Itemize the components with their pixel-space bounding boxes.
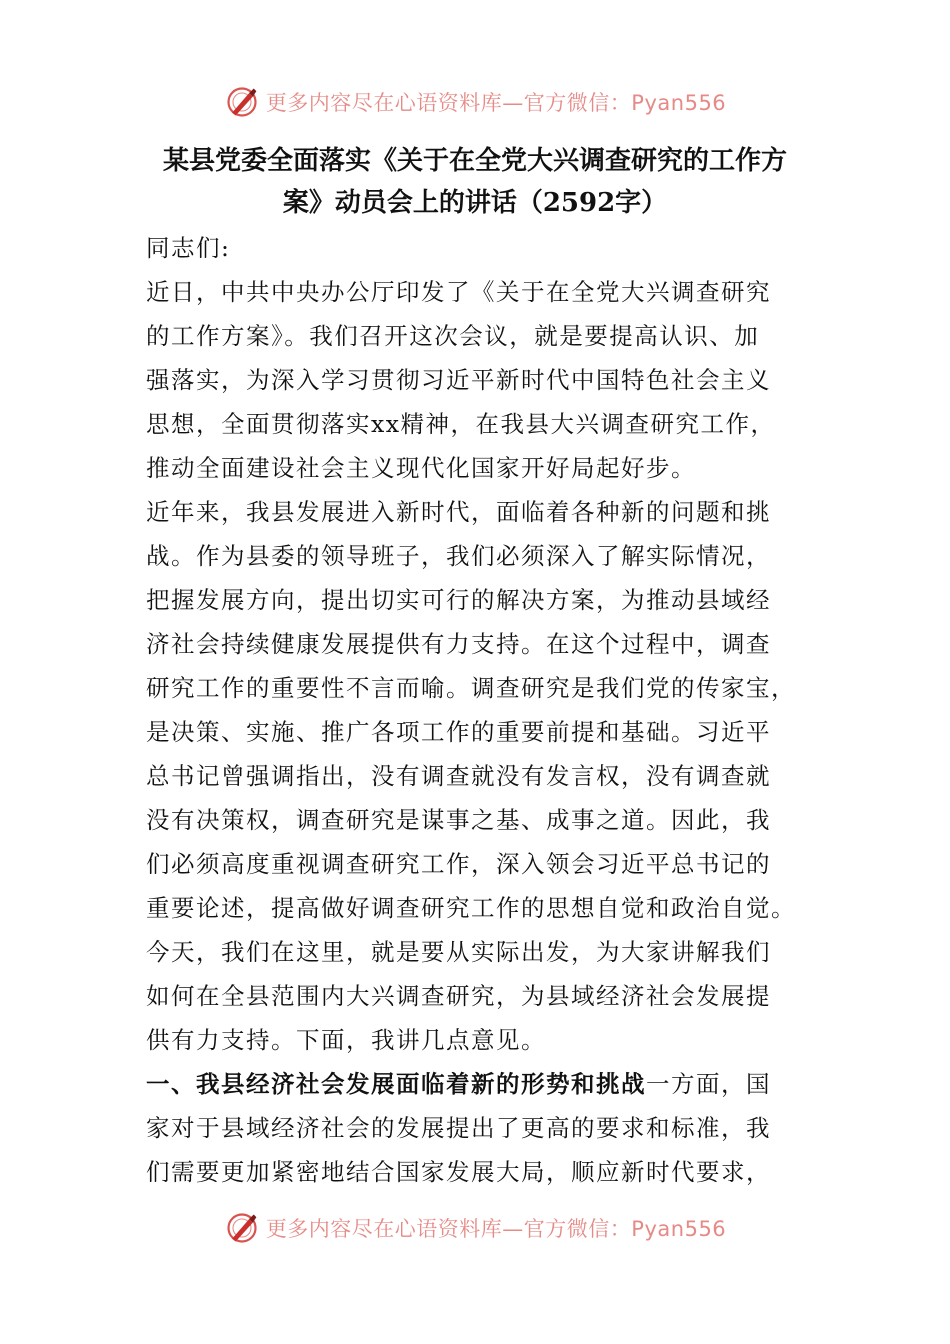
text-line: 们需要更加紧密地结合国家发展大局，顺应新时代要求， bbox=[146, 1158, 771, 1186]
text-line: 重要论述，提高做好调查研究工作的思想自觉和政治自觉。 bbox=[146, 894, 796, 922]
text-line: 总书记曾强调指出，没有调查就没有发言权，没有调查就 bbox=[146, 762, 771, 790]
document-title bbox=[120, 140, 830, 224]
text-line: 的工作方案》。我们召开这次会议，就是要提高认识、加 bbox=[146, 322, 760, 350]
watermark-header bbox=[0, 82, 950, 122]
section-1-first-line bbox=[146, 1062, 806, 1106]
text-line: 思想，全面贯彻落实xx精神，在我县大兴调查研究工作， bbox=[146, 410, 776, 438]
pen-circle-logo-icon bbox=[224, 84, 260, 120]
text-line: 推动全面建设社会主义现代化国家开好局起好步。 bbox=[146, 454, 696, 482]
text-line: 战。作为县委的领导班子，我们必须深入了解实际情况， bbox=[146, 542, 771, 570]
text-line: 把握发展方向，提出切实可行的解决方案，为推动县域经 bbox=[146, 586, 771, 614]
text-line: 如何在全县范围内大兴调查研究，为县域经济社会发展提 bbox=[146, 982, 771, 1010]
text-line: 强落实，为深入学习贯彻习近平新时代中国特色社会主义 bbox=[146, 366, 771, 394]
watermark-footer bbox=[0, 1208, 950, 1248]
paragraph-1 bbox=[146, 270, 806, 490]
text-line: 近日，中共中央办公厅印发了《关于在全党大兴调查研究 bbox=[146, 278, 771, 306]
watermark-text: 更多内容尽在心语资料库—官方微信：Pyan556 bbox=[265, 91, 727, 115]
paragraph-2 bbox=[146, 490, 806, 1062]
document-body bbox=[146, 226, 806, 1194]
text-line: 济社会持续健康发展提供有力支持。在这个过程中，调查 bbox=[146, 630, 771, 658]
text-line: 家对于县域经济社会的发展提出了更高的要求和标准，我 bbox=[146, 1114, 771, 1142]
text-line: 们必须高度重视调查研究工作，深入领会习近平总书记的 bbox=[146, 850, 771, 878]
watermark-text: 更多内容尽在心语资料库—官方微信：Pyan556 bbox=[265, 1217, 727, 1241]
salutation: 同志们: bbox=[146, 234, 231, 262]
text-line: 近年来，我县发展进入新时代，面临着各种新的问题和挑 bbox=[146, 498, 771, 526]
section-1-heading: 一、我县经济社会发展面临着新的形势和挑战 bbox=[146, 1070, 646, 1098]
section-1 bbox=[146, 1062, 806, 1194]
text-line: 供有力支持。下面，我讲几点意见。 bbox=[146, 1026, 546, 1054]
title-line-2: 案》动员会上的讲话（2592字） bbox=[282, 188, 668, 218]
text-line: 研究工作的重要性不言而喻。调查研究是我们党的传家宝， bbox=[146, 674, 796, 702]
text-line: 今天，我们在这里，就是要从实际出发，为大家讲解我们 bbox=[146, 938, 771, 966]
section-1-lead: 一方面，国 bbox=[646, 1070, 771, 1098]
text-line: 是决策、实施、推广各项工作的重要前提和基础。习近平 bbox=[146, 718, 771, 746]
pen-circle-logo-icon bbox=[224, 1210, 260, 1246]
title-line-1: 某县党委全面落实《关于在全党大兴调查研究的工作方 bbox=[162, 146, 787, 176]
text-line: 没有决策权，调查研究是谋事之基、成事之道。因此，我 bbox=[146, 806, 771, 834]
